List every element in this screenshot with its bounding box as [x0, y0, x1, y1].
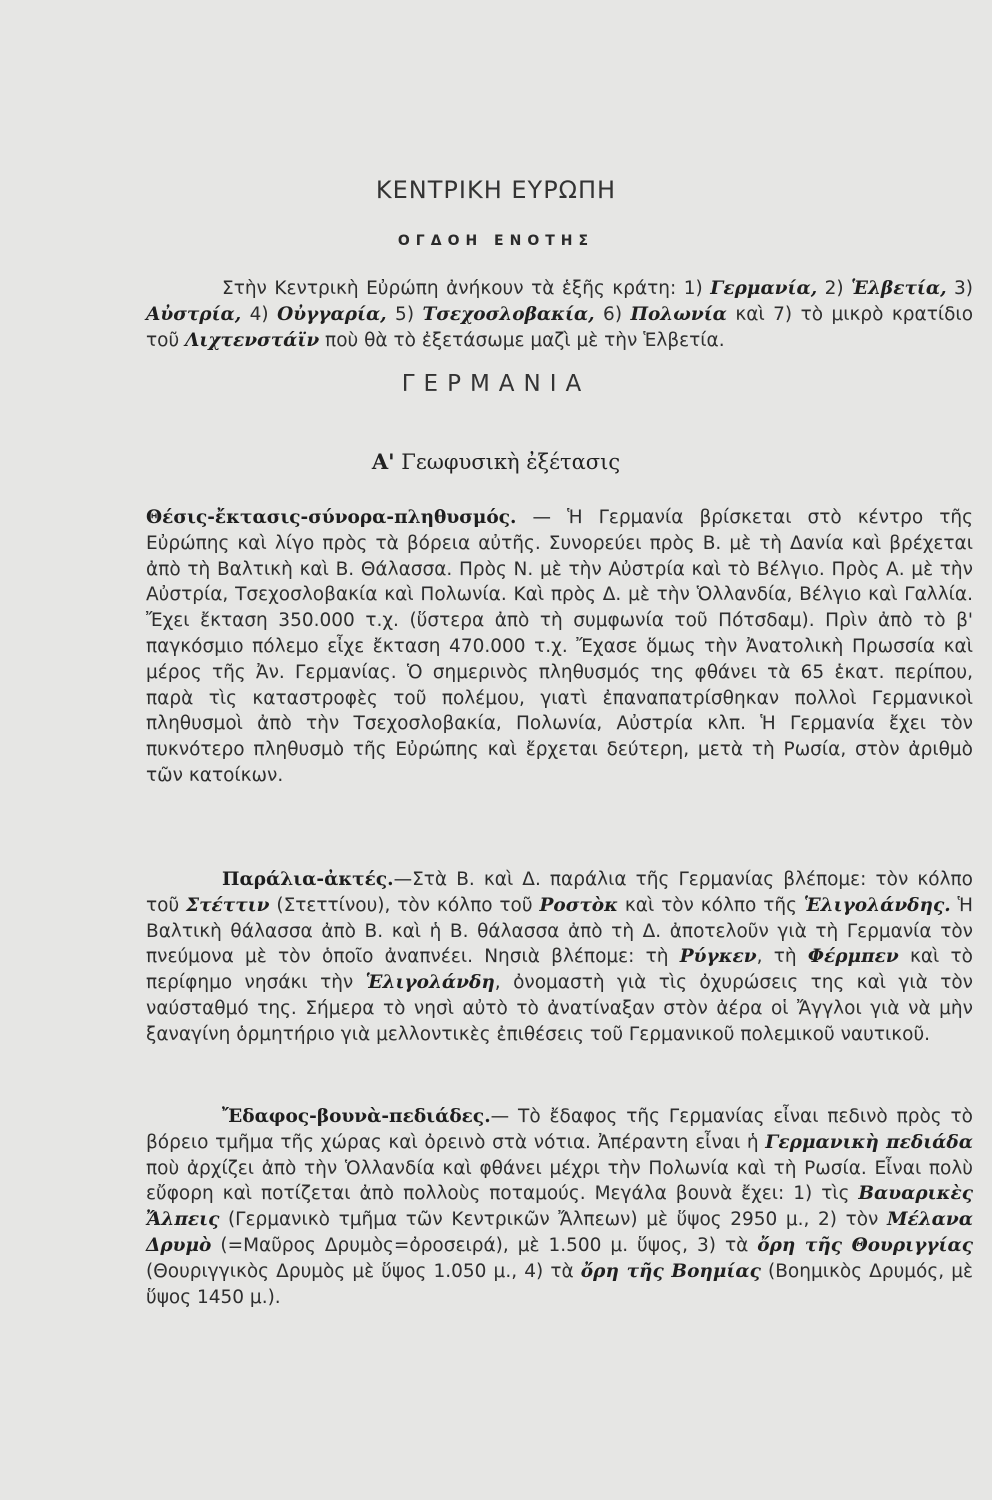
paragraph-text: —Στὰ Β. καὶ Δ. παράλια τῆς Γερμανίας βλέπομε: τὸν κόλπο τοῦ: [146, 869, 973, 916]
place-name: Ἑλιγολάνδης.: [803, 894, 951, 916]
place-name: ὄρη τῆς Βοημίας: [580, 1260, 761, 1282]
paragraph-coasts: [146, 867, 973, 1048]
intro-italic: Αὐστρία,: [146, 303, 242, 325]
paragraph-text: , ὀνομαστὴ γιὰ τὶς ὀχυρώσεις της καὶ γιὰ τὸν ναύσταθμό της. Σήμερα τὸ νησὶ αὐτὸ τὸ ἀνατίναξαν στὸν ἀέρα οἱ Ἄγγλοι γιὰ νὰ μὴν ξαναγίνη ὁρμητήριο γιὰ μελλοντικὲς ἐπιθέσεις τοῦ Γερμανικοῦ πολεμικοῦ ναυτικοῦ.: [146, 972, 974, 1045]
intro-text: 5): [386, 303, 423, 325]
section-number: Α': [371, 449, 395, 474]
intro-text: 3): [946, 278, 974, 299]
paragraph-text: (Γερμανικὸ τμῆμα τῶν Κεντρικῶν Ἄλπεων) μὲ ὕψος 2950 μ., 2) τὸν: [219, 1209, 887, 1231]
paragraph-text: (Στεττίνου), τὸν κόλπο τοῦ: [269, 894, 540, 916]
paragraph-text: καὶ τὸν κόλπο τῆς: [618, 894, 804, 916]
section-title: [0, 449, 992, 474]
intro-text: ποὺ θὰ τὸ ἐξετάσωμε μαζὶ μὲ τὴν Ἑλβετία.: [319, 329, 725, 351]
place-name: Στέττιν: [186, 894, 270, 916]
country-title: ΓΕΡΜΑΝΙΑ: [401, 371, 591, 397]
intro-italic: Οὐγγαρία,: [277, 303, 387, 325]
intro-italic: Λιχτενστάϊν: [185, 329, 320, 351]
place-name: Γερμανικὴ πεδιάδα: [765, 1131, 973, 1153]
paragraph-text: (Θουριγγικὸς Δρυμὸς μὲ ὕψος 1.050 μ., 4) τὰ: [146, 1260, 581, 1282]
place-name: Φέρμπεν: [807, 946, 899, 968]
intro-text: 6): [594, 303, 631, 325]
intro-italic: Τσεχοσλοβακία,: [422, 303, 595, 325]
paragraph-heading: Θέσις-ἔκτασις-σύνορα-πληθυσμός.: [146, 507, 517, 528]
paragraph-heading: Παράλια-ἀκτές.: [222, 869, 394, 890]
paragraph-text: — Ἡ Γερμανία βρίσκεται στὸ κέντρο τῆς Εὐρώπης καὶ λίγο πρὸς τὰ βόρεια αὐτῆς. Συνορεύει πρὸς Β. μὲ τὴ Δανία καὶ βρέχεται ἀπὸ τὴ Βαλτικὴ καὶ Β. Θάλασσα. Πρὸς Ν. μὲ τὴν Αὐστρία καὶ τὸ Βέλγιο. Πρὸς Α. μὲ τὴν Αὐστρία, Τσεχοσλοβακία καὶ Πολωνία. Καὶ πρὸς Δ. μὲ τὴν Ὁλλανδία, Βέλγιο καὶ Γαλλία. Ἔχει ἔκταση 350.000 τ.χ. (ὕστερα ἀπὸ τὴ συμφωνία τοῦ Πότσδαμ). Πρὶν ἀπὸ τὸ β' παγκόσμιο πόλεμο εἶχε ἔκταση 470.000 τ.χ. Ἔχασε ὅμως τὴν Ἀνατολικὴ Πρωσσία καὶ μέρος τῆς Ἀν. Γερμανίας. Ὁ σημερινὸς πληθυσμός της φθάνει τὰ 65 ἑκατ. περίπου, παρὰ τὶς καταστροφὲς τοῦ πολέμου, γιατὶ ἐπαναπατρίσθηκαν πολλοὶ Γερμανικοὶ πληθυσμοὶ ἀπὸ τὴν Τσεχοσλοβακία, Πολωνία, Αὐστρία κλπ. Ἡ Γερμανία ἔχει τὸν πυκνότερο πληθυσμὸ τῆς Εὐρώπης καὶ ἔρχεται δεύτερη, μετὰ τὴ Ρωσία, στὸν ἀριθμὸ τῶν κατοίκων.: [146, 507, 973, 786]
paragraph-position: [146, 505, 973, 789]
paragraph-text: (Βοημικὸς Δρυμός, μὲ ὕψος 1450 μ.).: [146, 1260, 974, 1308]
place-name: Ρύγκεν: [679, 946, 757, 968]
intro-italic: Γερμανία,: [710, 278, 818, 299]
unit-label: ΟΓΔΟΗ ΕΝΟΤΗΣ: [397, 233, 595, 249]
intro-text: 4): [241, 303, 278, 325]
intro-text: 2): [817, 278, 852, 299]
intro-paragraph: [146, 276, 973, 353]
paragraph-terrain: [146, 1104, 973, 1310]
chapter-title: ΚΕΝΤΡΙΚΗ ΕΥΡΩΠΗ: [375, 176, 617, 204]
paragraph-text: καὶ τὸ περίφημο νησάκι τὴν: [146, 946, 973, 994]
place-name: Ἑλιγολάνδη: [365, 972, 495, 994]
paragraph-text: — Τὸ ἔδαφος τῆς Γερμανίας εἶναι πεδινὸ πρὸς τὸ βόρειο τμῆμα τῆς χώρας καὶ ὀρεινὸ στὰ νότια. Ἀπέραντη εἶναι ἡ: [146, 1106, 973, 1153]
section-text: Γεωφυσικὴ ἐξέτασις: [394, 450, 621, 474]
paragraph-text: Ἡ Βαλτικὴ θάλασσα ἀπὸ Β. καὶ ἡ Β. θάλασσα ἀπὸ τὴ Δ. ἀποτελοῦν γιὰ τὴ Γερμανία τὸν πνεύμονα μὲ τὸν ὁποῖο ἀναπνέει. Νησιὰ βλέπομε: τὴ: [146, 894, 973, 968]
place-name: Μέλανα Δρυμὸ: [146, 1209, 973, 1256]
intro-text: Στὴν Κεντρικὴ Εὐρώπη ἀνήκουν τὰ ἑξῆς κράτη: 1): [222, 278, 711, 299]
place-name: Βαυαρικὲς Ἄλπεις: [146, 1183, 973, 1231]
paragraph-text: (=Μαῦρος Δρυμὸς=ὀροσειρά), μὲ 1.500 μ. ὕψος, 3) τὰ: [211, 1234, 758, 1256]
place-name: ὄρη τῆς Θουριγγίας: [757, 1234, 974, 1256]
intro-text: καὶ 7) τὸ μικρὸ κρατίδιο τοῦ: [146, 303, 974, 351]
paragraph-text: , τὴ: [756, 946, 808, 968]
intro-italic: Πολωνία: [630, 303, 727, 325]
paragraph-text: ποὺ ἀρχίζει ἀπὸ τὴν Ὁλλανδία καὶ φθάνει μέχρι τὴν Πολωνία καὶ τὴ Ρωσία. Εἶναι πολὺ εὔφορη καὶ ποτίζεται ἀπὸ πολλοὺς ποταμούς. Μεγάλα βουνὰ ἔχει: 1) τὶς: [146, 1157, 973, 1205]
paragraph-heading: Ἔδαφος-βουνὰ-πεδιάδες.: [222, 1106, 491, 1127]
intro-italic: Ἑλβετία,: [851, 278, 947, 299]
place-name: Ροστὸκ: [539, 894, 618, 916]
